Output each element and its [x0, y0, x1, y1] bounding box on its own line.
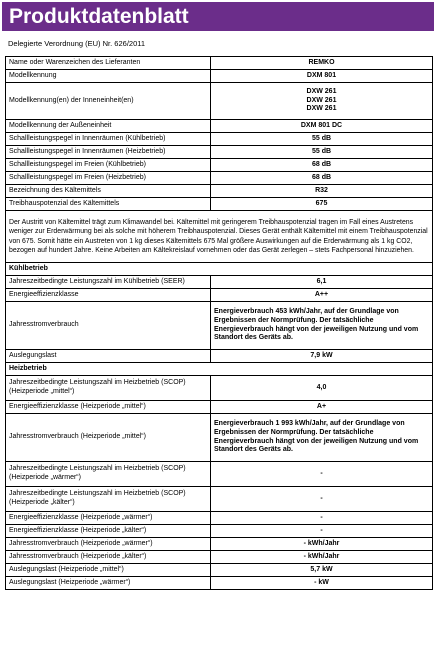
- table-row: [6, 376, 433, 401]
- table-row: [6, 120, 433, 133]
- table-row: [6, 401, 433, 414]
- row-label: Schallleistungspegel in Innenräumen (Kühlbetrieb): [6, 133, 211, 146]
- row-value: REMKO: [211, 57, 433, 70]
- table-row: [6, 276, 433, 289]
- row-value: Energieverbrauch 453 kWh/Jahr, auf der Grundlage von Ergebnissen der Normprüfung. Der tatsächliche Energieverbrauch hängt von der jeweiligen Nutzung und vom Standort des Geräts ab.: [211, 302, 433, 350]
- row-label: Jahresstromverbrauch (Heizperiode „wärmer“): [6, 538, 211, 551]
- table-row: [6, 414, 433, 462]
- row-label: Treibhauspotenzial des Kältemittels: [6, 198, 211, 211]
- table-row: [6, 302, 433, 350]
- row-value: -: [211, 487, 433, 512]
- table-row: [6, 133, 433, 146]
- table-row: [6, 462, 433, 487]
- table-row: [6, 185, 433, 198]
- refrigerant-note: Der Austritt von Kältemittel trägt zum Klimawandel bei. Kältemittel mit geringerem Treibhauspotenzial tragen im Fall eines Austretens weniger zur Erderwärmung bei als solche mit höherem Treibhauspotenzial. Dieses Gerät enthält Kältemittel mit einem Treibhauspotenzial von 675. Somit hätte ein Austreten von 1 kg dieses Kältemittels 675 Mal größere Auswirkungen auf die Erderwärmung als 1 kg CO2, bezogen auf hundert Jahre. Keine Arbeiten am Kältekreislauf vornehmen oder das Gerät zerlegen – stets Fachpersonal hinzuziehen.: [6, 211, 433, 263]
- section-heading-cooling: Kühlbetrieb: [6, 263, 433, 276]
- row-label: Auslegungslast: [6, 350, 211, 363]
- row-value: 68 dB: [211, 159, 433, 172]
- section-row: [6, 263, 433, 276]
- table-row: [6, 577, 433, 590]
- indoor-unit-model: DXW 261: [306, 96, 337, 104]
- row-value: A++: [211, 289, 433, 302]
- row-label: Jahreszeitbedingte Leistungszahl im Heizbetrieb (SCOP) (Heizperiode „kälter“): [6, 487, 211, 512]
- row-value: A+: [211, 401, 433, 414]
- row-value: 7,9 kW: [211, 350, 433, 363]
- row-value: -: [211, 462, 433, 487]
- table-row: [6, 70, 433, 83]
- row-value: DXM 801 DC: [211, 120, 433, 133]
- regulation-reference: Delegierte Verordnung (EU) Nr. 626/2011: [8, 39, 146, 48]
- table-row: [6, 289, 433, 302]
- row-label: Jahresstromverbrauch: [6, 302, 211, 350]
- row-value: - kWh/Jahr: [211, 551, 433, 564]
- table-row: [6, 198, 433, 211]
- row-label: Energieeffizienzklasse (Heizperiode „wärmer“): [6, 512, 211, 525]
- table-row: [6, 146, 433, 159]
- row-label: Energieeffizienzklasse: [6, 289, 211, 302]
- table-row: [6, 487, 433, 512]
- table-row: [6, 525, 433, 538]
- row-value: 6,1: [211, 276, 433, 289]
- row-label: Schallleistungspegel in Innenräumen (Heizbetrieb): [6, 146, 211, 159]
- row-value: - kW: [211, 577, 433, 590]
- row-label: Jahreszeitbedingte Leistungszahl im Heizbetrieb (SCOP) (Heizperiode „wärmer“): [6, 462, 211, 487]
- row-value: DXM 801: [211, 70, 433, 83]
- row-value: 55 dB: [211, 133, 433, 146]
- row-label: Jahresstromverbrauch (Heizperiode „mittel“): [6, 414, 211, 462]
- table-row: [6, 83, 433, 120]
- row-value: 55 dB: [211, 146, 433, 159]
- row-label: Auslegungslast (Heizperiode „wärmer“): [6, 577, 211, 590]
- section-row: [6, 363, 433, 376]
- row-value: 675: [211, 198, 433, 211]
- section-heading-heating: Heizbetrieb: [6, 363, 433, 376]
- row-label: Bezeichnung des Kältemittels: [6, 185, 211, 198]
- table-row: [6, 551, 433, 564]
- row-label: Modellkennung der Außeneinheit: [6, 120, 211, 133]
- table-row: [6, 564, 433, 577]
- row-value: 68 dB: [211, 172, 433, 185]
- row-label: Jahresstromverbrauch (Heizperiode „kälter“): [6, 551, 211, 564]
- table-row: [6, 57, 433, 70]
- row-value: 4,0: [211, 376, 433, 401]
- title-band: [2, 2, 434, 31]
- table-row: [6, 159, 433, 172]
- indoor-unit-model: DXW 261: [306, 87, 337, 95]
- row-value: -: [211, 512, 433, 525]
- page-title: Produktdatenblatt: [9, 5, 189, 28]
- table-row: [6, 538, 433, 551]
- product-data-table: [5, 56, 433, 590]
- table-row: [6, 172, 433, 185]
- row-label: Energieeffizienzklasse (Heizperiode „kälter“): [6, 525, 211, 538]
- row-label: Schallleistungspegel im Freien (Heizbetrieb): [6, 172, 211, 185]
- row-label: Modellkennung: [6, 70, 211, 83]
- row-label: Schallleistungspegel im Freien (Kühlbetrieb): [6, 159, 211, 172]
- table-row: [6, 512, 433, 525]
- row-label: Name oder Warenzeichen des Lieferanten: [6, 57, 211, 70]
- table-row: [6, 350, 433, 363]
- row-label: Modellkennung(en) der Inneneinheit(en): [6, 83, 211, 120]
- indoor-unit-list: [211, 83, 433, 120]
- row-value: - kWh/Jahr: [211, 538, 433, 551]
- row-value: R32: [211, 185, 433, 198]
- indoor-unit-model: DXW 261: [306, 105, 337, 113]
- row-value: -: [211, 525, 433, 538]
- row-label: Energieeffizienzklasse (Heizperiode „mittel“): [6, 401, 211, 414]
- row-value: Energieverbrauch 1 993 kWh/Jahr, auf der Grundlage von Ergebnissen der Normprüfung. Der tatsächliche Energieverbrauch hängt von der jeweiligen Nutzung und vom Standort des Geräts ab.: [211, 414, 433, 462]
- row-label: Jahreszeitbedingte Leistungszahl im Heizbetrieb (SCOP) (Heizperiode „mittel“): [6, 376, 211, 401]
- row-value: 5,7 kW: [211, 564, 433, 577]
- table-row: [6, 211, 433, 263]
- row-label: Auslegungslast (Heizperiode „mittel“): [6, 564, 211, 577]
- row-label: Jahreszeitbedingte Leistungszahl im Kühlbetrieb (SEER): [6, 276, 211, 289]
